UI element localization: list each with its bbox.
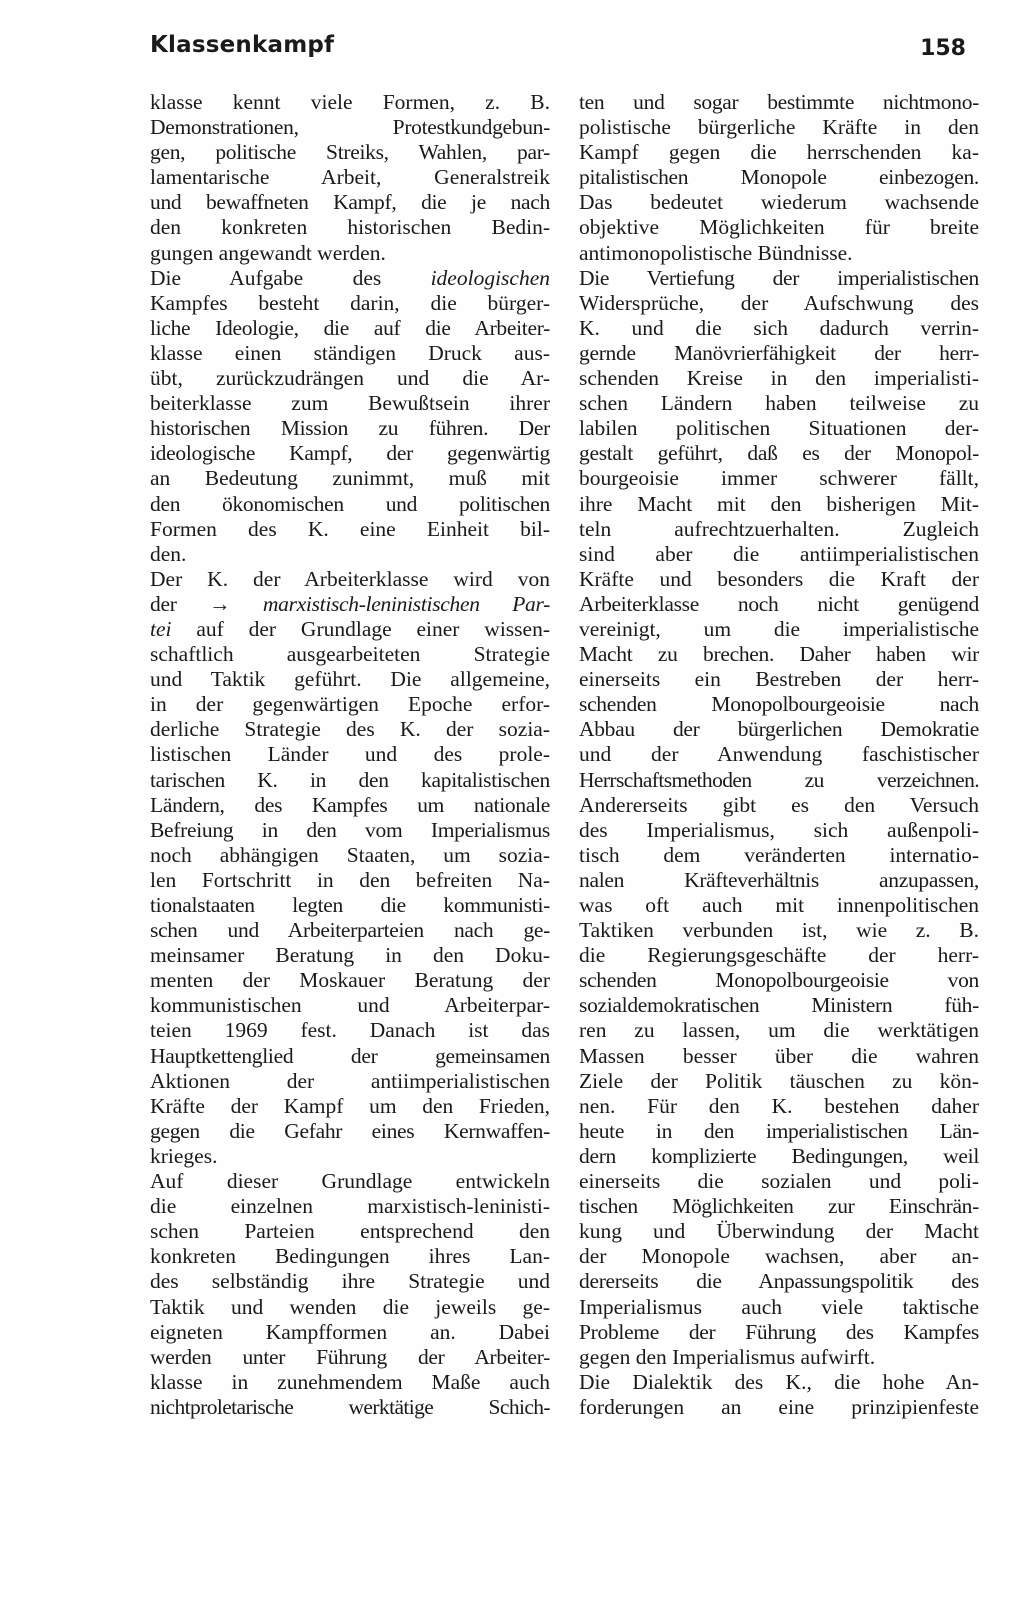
text-line: klasse kennt viele Formen, z. B. <box>150 90 550 114</box>
text-line: Der K. der Arbeiterklasse wird von <box>150 566 550 591</box>
text-line: Widersprüche, der Aufschwung des <box>579 290 979 315</box>
text-line: einerseits ein Bestreben der herr- <box>579 667 979 692</box>
text-line: schenden Monopolbourgeoisie von <box>579 968 979 993</box>
text-line: Befreiung in den vom Imperialismus <box>150 817 550 842</box>
text-line: nichtproletarische werktätige Schich- <box>150 1394 550 1419</box>
text-line: historischen Mission zu führen. Der <box>150 416 550 441</box>
page-number: 158 <box>920 36 966 61</box>
text-line: labilen politischen Situationen der- <box>579 416 979 441</box>
italic-term: ideologischen <box>430 265 550 290</box>
text-line: vereinigt, um die imperialistische <box>579 616 979 641</box>
text-line: kung und Überwindung der Macht <box>579 1219 979 1244</box>
text-line: bourgeoisie immer schwerer fällt, <box>579 466 979 491</box>
text-line: des Imperialismus, sich außenpoli- <box>579 817 979 842</box>
text-line: tei auf der Grundlage einer wissen- <box>150 616 550 641</box>
text-line: der → marxistisch-leninistischen Par- <box>150 591 550 616</box>
text-line: schenden Kreise in den imperialisti- <box>579 366 979 391</box>
text-line: und bewaffneten Kampf, die je nach <box>150 190 550 215</box>
text-line: an Bedeutung zunimmt, muß mit <box>150 466 550 491</box>
text-line: antimonopolistische Bündnisse. <box>579 240 853 265</box>
text-line: Kräfte der Kampf um den Frieden, <box>150 1093 550 1118</box>
text-line: teln aufrechtzuerhalten. Zugleich <box>579 516 979 541</box>
text-line: schen und Arbeiterparteien nach ge- <box>150 918 550 943</box>
text-line: der Monopole wachsen, aber an- <box>579 1244 979 1269</box>
text-line: Taktiken verbunden ist, wie z. B. <box>579 918 979 943</box>
text-line: nalen Kräfteverhältnis anzupassen, <box>579 867 979 892</box>
text-line: Abbau der bürgerlichen Demokratie <box>579 717 979 742</box>
text-line: Demonstrationen, Protestkundgebun- <box>150 115 550 140</box>
text-line: und der Anwendung faschistischer <box>579 742 979 767</box>
text-line: Die Vertiefung der imperialistischen <box>579 265 979 290</box>
arrow-reference-icon: → <box>209 591 231 616</box>
text-line: schaftlich ausgearbeiteten Strategie <box>150 642 550 667</box>
text-line: gegen die Gefahr eines Kernwaffen- <box>150 1118 550 1143</box>
text-line: Massen besser über die wahren <box>579 1043 979 1068</box>
text-line: Macht zu brechen. Daher haben wir <box>579 642 979 667</box>
text-line: den konkreten historischen Bedin- <box>150 215 550 240</box>
text-line: noch abhängigen Staaten, um sozia- <box>150 842 550 867</box>
text-line: Probleme der Führung des Kampfes <box>579 1319 979 1344</box>
left-column <box>150 90 550 1420</box>
text-line: gegen den Imperialismus aufwirft. <box>579 1344 876 1369</box>
text-line: Auf dieser Grundlage entwickeln <box>150 1169 550 1194</box>
text-line: gen, politische Streiks, Wahlen, par- <box>150 140 550 165</box>
text-line: Aktionen der antiimperialistischen <box>150 1068 550 1093</box>
text-line: krieges. <box>150 1143 218 1168</box>
text-line: klasse in zunehmendem Maße auch <box>150 1369 550 1394</box>
text-line: len Fortschritt in den befreiten Na- <box>150 867 550 892</box>
text-line: kommunistischen und Arbeiterpar- <box>150 993 550 1018</box>
text-line: Kampf gegen die herrschenden ka- <box>579 140 979 165</box>
text-line: die Regierungsgeschäfte der herr- <box>579 943 979 968</box>
text-line: polistische bürgerliche Kräfte in den <box>579 115 979 140</box>
text-line: sozialdemokratischen Ministern füh- <box>579 993 979 1018</box>
text-line: beiterklasse zum Bewußtsein ihrer <box>150 391 550 416</box>
text-line: nen. Für den K. bestehen daher <box>579 1093 979 1118</box>
italic-term: tei <box>150 616 172 641</box>
text-line: was oft auch mit innenpolitischen <box>579 893 979 917</box>
text-line: Kräfte und besonders die Kraft der <box>579 566 979 591</box>
text-line: Die Dialektik des K., die hohe An- <box>579 1369 979 1394</box>
text-line: schen Ländern haben teilweise zu <box>579 391 979 416</box>
text-line: derliche Strategie des K. der sozia- <box>150 717 550 742</box>
text-line: pitalistischen Monopole einbezogen. <box>579 165 979 190</box>
text-line: Kampfes besteht darin, die bürger- <box>150 290 550 315</box>
right-column <box>579 90 979 1420</box>
text-line: dererseits die Anpassungspolitik des <box>579 1269 979 1294</box>
text-line: einerseits die sozialen und poli- <box>579 1169 979 1194</box>
text-line: übt, zurückzudrängen und die Ar- <box>150 366 550 391</box>
text-line: gernde Manövrierfähigkeit der herr- <box>579 340 979 365</box>
text-line: tisch dem veränderten internatio- <box>579 842 979 867</box>
text-line: Ländern, des Kampfes um nationale <box>150 792 550 817</box>
text-line: eigneten Kampfformen an. Dabei <box>150 1319 550 1344</box>
text-line: den. <box>150 541 187 566</box>
text-line: schen Parteien entsprechend den <box>150 1219 550 1244</box>
text-line: Imperialismus auch viele taktische <box>579 1294 979 1319</box>
text-line: objektive Möglichkeiten für breite <box>579 215 979 240</box>
text-line: Andererseits gibt es den Versuch <box>579 792 979 817</box>
text-line: K. und die sich dadurch verrin- <box>579 315 979 340</box>
text-line: ten und sogar bestimmte nichtmono- <box>579 90 979 114</box>
italic-term: marxistisch-leninistischen Par- <box>262 591 550 616</box>
text-line: tarischen K. in den kapitalistischen <box>150 767 550 792</box>
text-line: klasse einen ständigen Druck aus- <box>150 340 550 365</box>
text-line: schenden Monopolbourgeoisie nach <box>579 692 979 717</box>
text-line: werden unter Führung der Arbeiter- <box>150 1344 550 1369</box>
text-line: tionalstaaten legten die kommunisti- <box>150 893 550 917</box>
running-head: Klassenkampf <box>150 32 335 58</box>
text-line: in der gegenwärtigen Epoche erfor- <box>150 692 550 717</box>
text-line: Ziele der Politik täuschen zu kön- <box>579 1068 979 1093</box>
text-line: ideologische Kampf, der gegenwärtig <box>150 441 550 466</box>
text-line: tischen Möglichkeiten zur Einschrän- <box>579 1194 979 1219</box>
text-line: liche Ideologie, die auf die Arbeiter- <box>150 315 550 340</box>
text-line: Das bedeutet wiederum wachsende <box>579 190 979 215</box>
text-line: Herrschaftsmethoden zu verzeichnen. <box>579 767 979 792</box>
text-line: gestalt geführt, daß es der Monopol- <box>579 441 979 466</box>
text-line: die einzelnen marxistisch-leninisti- <box>150 1194 550 1219</box>
text-line: Formen des K. eine Einheit bil- <box>150 516 550 541</box>
text-line: konkreten Bedingungen ihres Lan- <box>150 1244 550 1269</box>
text-line: gungen angewandt werden. <box>150 240 386 265</box>
text-line: den ökonomischen und politischen <box>150 491 550 516</box>
text-line: heute in den imperialistischen Län- <box>579 1118 979 1143</box>
text-line: meinsamer Beratung in den Doku- <box>150 943 550 968</box>
text-line: ren zu lassen, um die werktätigen <box>579 1018 979 1043</box>
text-line: lamentarische Arbeit, Generalstreik <box>150 165 550 190</box>
text-line: forderungen an eine prinzipienfeste <box>579 1394 979 1419</box>
text-line: und Taktik geführt. Die allgemeine, <box>150 667 550 692</box>
text-line: Die Aufgabe des ideologischen <box>150 265 550 290</box>
text-line: Taktik und wenden die jeweils ge- <box>150 1294 550 1319</box>
text-line: listischen Länder und des prole- <box>150 742 550 767</box>
text-line: sind aber die antiimperialistischen <box>579 541 979 566</box>
text-line: dern komplizierte Bedingungen, weil <box>579 1143 979 1168</box>
text-line: menten der Moskauer Beratung der <box>150 968 550 993</box>
text-line: Hauptkettenglied der gemeinsamen <box>150 1043 550 1068</box>
text-line: des selbständig ihre Strategie und <box>150 1269 550 1294</box>
text-line: teien 1969 fest. Danach ist das <box>150 1018 550 1043</box>
text-line: ihre Macht mit den bisherigen Mit- <box>579 491 979 516</box>
text-line: Arbeiterklasse noch nicht genügend <box>579 591 979 616</box>
